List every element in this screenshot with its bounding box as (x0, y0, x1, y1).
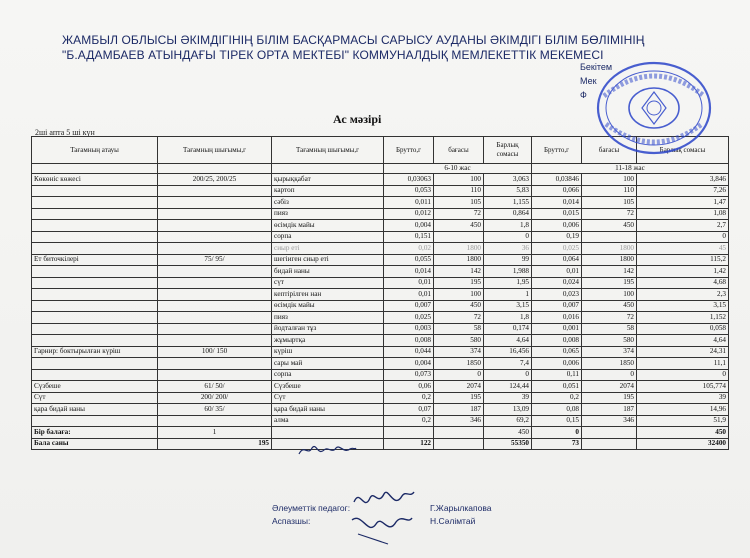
cell-b2: 0,08 (532, 404, 582, 416)
cell-t1: 7,4 (484, 358, 532, 370)
cell-dish (32, 185, 158, 197)
table-row (32, 404, 729, 416)
cell-t2: 0,058 (637, 323, 729, 335)
cell-b2: 0,014 (532, 197, 582, 209)
cell-ingredient: пияз (272, 312, 384, 324)
cell-p1: 195 (434, 392, 484, 404)
age-group-junior: 6-10 жас (384, 164, 532, 174)
cell-p2: 0 (582, 369, 637, 381)
cell-t2: 4,64 (637, 335, 729, 347)
cell-dish (32, 197, 158, 209)
cell-b2: 0,025 (532, 243, 582, 255)
cell-b1: 0,02 (384, 243, 434, 255)
footer-role-social: Әлеуметтік педагог: (272, 503, 351, 513)
cell-t1: 3,15 (484, 300, 532, 312)
cell-portion (158, 231, 272, 243)
cell-p2: 2074 (582, 381, 637, 393)
cell-p1: 0 (434, 369, 484, 381)
table-row (32, 243, 729, 255)
cell-p2: 72 (582, 208, 637, 220)
col-price-1: бағасы (434, 137, 484, 164)
cell-ingredient: қырыққабат (272, 174, 384, 186)
cell-portion: 60/ 35/ (158, 404, 272, 416)
cell-p1: 1800 (434, 243, 484, 255)
cell-p1: 72 (434, 208, 484, 220)
cell-dish: Ет биточкілері (32, 254, 158, 266)
children-count-row (32, 438, 729, 450)
per-child-label: Бір балаға: (32, 427, 158, 439)
cell-b1: 0,01 (384, 289, 434, 301)
cell-p2: 195 (582, 277, 637, 289)
children-label: Бала саны (32, 438, 158, 450)
cell-ingredient: сорпа (272, 369, 384, 381)
cell-b2: 0,016 (532, 312, 582, 324)
cell-ingredient: сәбіз (272, 197, 384, 209)
official-stamp-icon (576, 56, 712, 156)
empty-cell (582, 427, 637, 439)
cell-dish (32, 231, 158, 243)
col-price-2: бағасы (582, 137, 637, 164)
cell-t2: 1,08 (637, 208, 729, 220)
cell-t1: 124,44 (484, 381, 532, 393)
footer-name-cook: Н.Сәлімтай (430, 516, 476, 526)
empty-cell (582, 438, 637, 450)
cell-b1: 0,012 (384, 208, 434, 220)
cell-dish (32, 312, 158, 324)
cell-t2: 45 (637, 243, 729, 255)
menu-subtitle: 2ші апта 5 ші күн (35, 128, 95, 137)
table-row (32, 392, 729, 404)
cell-t2: 2,7 (637, 220, 729, 232)
signature-social-icon (348, 484, 418, 550)
cell-portion (158, 220, 272, 232)
cell-t2: 1,47 (637, 197, 729, 209)
cell-ingredient: картоп (272, 185, 384, 197)
footer-role-cook: Аспазшы: (272, 516, 311, 526)
cell-p1: 100 (434, 174, 484, 186)
table-row (32, 415, 729, 427)
cell-b1: 0,008 (384, 335, 434, 347)
cell-t2: 51,9 (637, 415, 729, 427)
cell-t1: 0,864 (484, 208, 532, 220)
cell-ingredient: кептірілген нан (272, 289, 384, 301)
cell-t2: 11,1 (637, 358, 729, 370)
per-child-brutto-2: 0 (532, 427, 582, 439)
cell-dish (32, 208, 158, 220)
cell-b1: 0,011 (384, 197, 434, 209)
cell-p1: 580 (434, 335, 484, 347)
cell-b1: 0,06 (384, 381, 434, 393)
cell-t1: 0,174 (484, 323, 532, 335)
menu-table (31, 136, 729, 450)
cell-p2: 1850 (582, 358, 637, 370)
approval-note-3: Ф (580, 90, 587, 100)
cell-p1: 1850 (434, 358, 484, 370)
cell-b1: 0,151 (384, 231, 434, 243)
per-child-total-2: 450 (637, 427, 729, 439)
cell-p2: 142 (582, 266, 637, 278)
table-row (32, 266, 729, 278)
cell-b2: 0,015 (532, 208, 582, 220)
cell-b2: 0,023 (532, 289, 582, 301)
cell-dish (32, 289, 158, 301)
cell-p2: 374 (582, 346, 637, 358)
cell-b1: 0,03063 (384, 174, 434, 186)
cell-dish (32, 243, 158, 255)
cell-b1: 0,053 (384, 185, 434, 197)
cell-b1: 0,01 (384, 277, 434, 289)
cell-b2: 0,065 (532, 346, 582, 358)
cell-dish (32, 335, 158, 347)
cell-p1: 110 (434, 185, 484, 197)
cell-ingredient: өсімдік майы (272, 300, 384, 312)
cell-dish: Көкөніс көжесі (32, 174, 158, 186)
cell-portion (158, 208, 272, 220)
empty-cell (272, 427, 384, 439)
cell-p2 (582, 231, 637, 243)
children-count: 195 (158, 438, 272, 450)
empty-cell (434, 427, 484, 439)
cell-portion (158, 243, 272, 255)
cell-dish: Сүт (32, 392, 158, 404)
cell-b2: 0,2 (532, 392, 582, 404)
cell-t1: 13,09 (484, 404, 532, 416)
cell-t1: 1,988 (484, 266, 532, 278)
cell-ingredient: сорпа (272, 231, 384, 243)
cell-p1: 72 (434, 312, 484, 324)
age-group-row (32, 164, 729, 174)
cell-ingredient: шегіиген сиыр еті (272, 254, 384, 266)
col-portion: Тағамның шығымы,г (158, 137, 272, 164)
cell-ingredient: жұмыртқа (272, 335, 384, 347)
cell-t2: 0 (637, 231, 729, 243)
cell-dish (32, 300, 158, 312)
cell-portion (158, 358, 272, 370)
col-ingredient: Тағамның шығымы,г (272, 137, 384, 164)
cell-t1: 3,063 (484, 174, 532, 186)
cell-t1: 39 (484, 392, 532, 404)
cell-b1: 0,014 (384, 266, 434, 278)
cell-b2: 0,15 (532, 415, 582, 427)
table-row (32, 220, 729, 232)
cell-p2: 100 (582, 174, 637, 186)
cell-portion: 200/ 200/ (158, 392, 272, 404)
handwritten-apple-icon (296, 440, 358, 460)
cell-b2: 0,19 (532, 231, 582, 243)
cell-b2: 0,11 (532, 369, 582, 381)
header-line-1: ЖАМБЫЛ ОБЛЫСЫ ӘКІМДІГІНІҢ БІЛІМ БАСҚАРМАСЫ САРЫСУ АУДАНЫ ӘКІМДІГІ БІЛІМ БӨЛІМІНІҢ (62, 33, 645, 47)
cell-dish (32, 266, 158, 278)
approval-note-2: Мек (580, 76, 597, 86)
cell-portion (158, 323, 272, 335)
approval-note-1: Бекітем (580, 62, 613, 72)
cell-b2: 0,01 (532, 266, 582, 278)
cell-p2: 450 (582, 300, 637, 312)
table-row (32, 369, 729, 381)
cell-p2: 580 (582, 335, 637, 347)
cell-t1: 99 (484, 254, 532, 266)
table-row (32, 323, 729, 335)
cell-p1: 100 (434, 289, 484, 301)
cell-portion (158, 369, 272, 381)
cell-p1 (434, 231, 484, 243)
children-brutto-1: 122 (384, 438, 434, 450)
children-total-1: 55350 (484, 438, 532, 450)
cell-ingredient: сүт (272, 277, 384, 289)
cell-p2: 58 (582, 323, 637, 335)
cell-t1: 36 (484, 243, 532, 255)
cell-t2: 3,846 (637, 174, 729, 186)
cell-p2: 1800 (582, 243, 637, 255)
children-total-2: 32400 (637, 438, 729, 450)
cell-b1: 0,044 (384, 346, 434, 358)
cell-t1: 1,155 (484, 197, 532, 209)
cell-t2: 3,15 (637, 300, 729, 312)
table-row (32, 381, 729, 393)
cell-portion (158, 300, 272, 312)
cell-t2: 1,152 (637, 312, 729, 324)
cell-t2: 2,3 (637, 289, 729, 301)
cell-b2: 0,006 (532, 220, 582, 232)
cell-ingredient: бидай наны (272, 266, 384, 278)
cell-p1: 105 (434, 197, 484, 209)
cell-p2: 450 (582, 220, 637, 232)
cell-portion: 200/25, 200/25 (158, 174, 272, 186)
cell-p2: 105 (582, 197, 637, 209)
cell-portion (158, 197, 272, 209)
per-child-count: 1 (158, 427, 272, 439)
col-total-1: Барлық сомасы (484, 137, 532, 164)
cell-portion (158, 266, 272, 278)
cell-b2: 0,008 (532, 335, 582, 347)
cell-t2: 39 (637, 392, 729, 404)
cell-b1: 0,004 (384, 220, 434, 232)
table-row (32, 174, 729, 186)
cell-t1: 16,456 (484, 346, 532, 358)
cell-dish: Гарнир: боктырылған күріш (32, 346, 158, 358)
cell-ingredient: өсімдік майы (272, 220, 384, 232)
cell-p1: 374 (434, 346, 484, 358)
cell-p1: 450 (434, 220, 484, 232)
cell-portion (158, 277, 272, 289)
cell-portion (158, 289, 272, 301)
table-row (32, 289, 729, 301)
header-line-2: "Б.АДАМБАЕВ АТЫНДАҒЫ ТІРЕК ОРТА МЕКТЕБІ" КОММУНАЛДЫҚ МЕМЛЕКЕТТІК МЕКЕМЕСІ (62, 48, 604, 62)
cell-p1: 346 (434, 415, 484, 427)
cell-t2: 1,42 (637, 266, 729, 278)
table-row (32, 231, 729, 243)
cell-portion: 61/ 50/ (158, 381, 272, 393)
menu-title: Ас мәзірі (333, 112, 382, 126)
cell-p1: 58 (434, 323, 484, 335)
cell-portion (158, 312, 272, 324)
cell-t2: 14,96 (637, 404, 729, 416)
cell-portion: 75/ 95/ (158, 254, 272, 266)
cell-t1: 1,8 (484, 312, 532, 324)
cell-p1: 2074 (434, 381, 484, 393)
table-row (32, 300, 729, 312)
cell-p2: 195 (582, 392, 637, 404)
cell-b1: 0,073 (384, 369, 434, 381)
cell-portion (158, 415, 272, 427)
cell-t1: 1 (484, 289, 532, 301)
col-total-2: Барлық сомасы (637, 137, 729, 164)
cell-b2: 0,064 (532, 254, 582, 266)
table-row (32, 254, 729, 266)
cell-b1: 0,2 (384, 415, 434, 427)
cell-b1: 0,055 (384, 254, 434, 266)
cell-dish (32, 415, 158, 427)
col-brutto-1: Брутто,г (384, 137, 434, 164)
table-row (32, 277, 729, 289)
cell-t1: 1,8 (484, 220, 532, 232)
cell-t2: 4,68 (637, 277, 729, 289)
per-child-row (32, 427, 729, 439)
cell-t1: 0 (484, 369, 532, 381)
footer-name-social: Г.Жарылкапова (430, 503, 492, 513)
cell-b2: 0,03846 (532, 174, 582, 186)
children-brutto-2: 73 (532, 438, 582, 450)
cell-p1: 450 (434, 300, 484, 312)
cell-p2: 110 (582, 185, 637, 197)
cell-b1: 0,07 (384, 404, 434, 416)
cell-t2: 105,774 (637, 381, 729, 393)
cell-portion (158, 185, 272, 197)
cell-dish: Сүзбеше (32, 381, 158, 393)
cell-dish: қара бидай наны (32, 404, 158, 416)
cell-ingredient: сиыр еті (272, 243, 384, 255)
cell-dish (32, 220, 158, 232)
cell-p2: 346 (582, 415, 637, 427)
cell-p1: 1800 (434, 254, 484, 266)
cell-t2: 24,31 (637, 346, 729, 358)
cell-dish (32, 277, 158, 289)
table-row (32, 197, 729, 209)
cell-b1: 0,2 (384, 392, 434, 404)
col-brutto-2: Брутто,г (532, 137, 582, 164)
cell-portion: 100/ 150 (158, 346, 272, 358)
per-child-total-1: 450 (484, 427, 532, 439)
cell-p1: 187 (434, 404, 484, 416)
col-dish-name: Тағамның атауы (32, 137, 158, 164)
table-row (32, 312, 729, 324)
cell-t2: 7,26 (637, 185, 729, 197)
cell-ingredient: Сүзбеше (272, 381, 384, 393)
table-row (32, 358, 729, 370)
cell-p2: 187 (582, 404, 637, 416)
cell-b2: 0,066 (532, 185, 582, 197)
cell-ingredient: сары май (272, 358, 384, 370)
cell-dish (32, 358, 158, 370)
cell-b1: 0,003 (384, 323, 434, 335)
cell-p1: 195 (434, 277, 484, 289)
cell-b2: 0,024 (532, 277, 582, 289)
table-row (32, 346, 729, 358)
cell-b2: 0,001 (532, 323, 582, 335)
cell-t1: 1,95 (484, 277, 532, 289)
empty-cell (384, 427, 434, 439)
cell-t1: 5,83 (484, 185, 532, 197)
cell-portion (158, 335, 272, 347)
cell-ingredient: қара бидай наны (272, 404, 384, 416)
cell-ingredient: Сүт (272, 392, 384, 404)
cell-t2: 0 (637, 369, 729, 381)
cell-b2: 0,006 (532, 358, 582, 370)
cell-ingredient: пияз (272, 208, 384, 220)
cell-b1: 0,004 (384, 358, 434, 370)
table-row (32, 208, 729, 220)
cell-b1: 0,007 (384, 300, 434, 312)
table-row (32, 335, 729, 347)
cell-dish (32, 323, 158, 335)
cell-ingredient: алма (272, 415, 384, 427)
cell-ingredient: йодталған тұз (272, 323, 384, 335)
cell-t2: 115,2 (637, 254, 729, 266)
table-row (32, 185, 729, 197)
cell-ingredient: күріш (272, 346, 384, 358)
cell-p2: 100 (582, 289, 637, 301)
cell-t1: 0 (484, 231, 532, 243)
empty-cell (434, 438, 484, 450)
cell-b2: 0,007 (532, 300, 582, 312)
cell-t1: 4,64 (484, 335, 532, 347)
cell-t1: 69,2 (484, 415, 532, 427)
cell-b1: 0,025 (384, 312, 434, 324)
cell-p2: 72 (582, 312, 637, 324)
cell-p1: 142 (434, 266, 484, 278)
cell-dish (32, 369, 158, 381)
cell-b2: 0,051 (532, 381, 582, 393)
age-group-senior: 11-18 жас (532, 164, 729, 174)
cell-p2: 1800 (582, 254, 637, 266)
